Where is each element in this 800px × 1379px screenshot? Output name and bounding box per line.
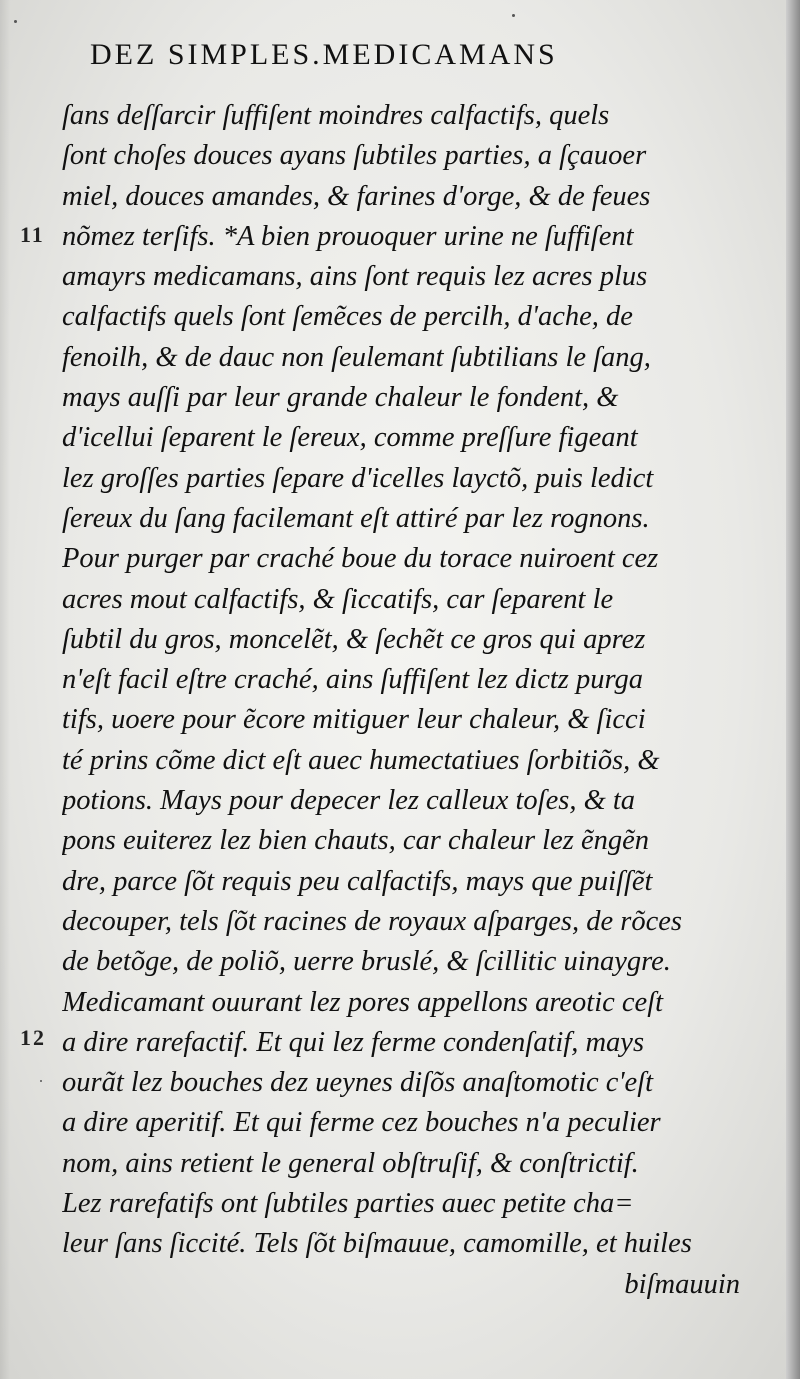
text-line: nõmez terſifs. *A bien prouoquer urine ne ſuffiſent: [62, 220, 634, 252]
text-line: Lez rarefatifs ont ſubtiles parties auec petite cha=: [62, 1188, 634, 1220]
margin-note-12: 12: [20, 1025, 46, 1050]
text-line: ſereux du ſang facilemant eſt attiré par lez rognons.: [62, 502, 650, 534]
body-text: [62, 96, 770, 1305]
text-line: ſans deſſarcir ſuffiſent moindres calfactifs, quels: [62, 100, 610, 131]
text-line: a dire aperitif. Et qui ferme cez bouches n'a peculier: [62, 1107, 661, 1139]
text-line: a dire rarefactif. Et qui lez ferme condenſatif, mays: [62, 1026, 645, 1058]
catchword: biſmauuin: [624, 1268, 740, 1300]
margin-note-11: 11: [20, 222, 45, 247]
text-line: leur ſans ſiccité. Tels ſõt biſmauue, camomille, et huiles: [62, 1228, 692, 1260]
text-line: ſubtil du gros, moncelẽt, & ſechẽt ce gros qui aprez: [62, 623, 646, 655]
text-line: ſont choſes douces ayans ſubtiles parties, a ſçauoer: [62, 140, 647, 172]
page-gutter-shadow: [0, 0, 10, 1379]
ink-speck: [512, 14, 515, 17]
text-line: d'icellui ſeparent le ſereux, comme preſſure figeant: [62, 422, 638, 454]
page-edge-shadow: [786, 0, 800, 1379]
text-line: mays auſſi par leur grande chaleur le fondent, &: [62, 382, 619, 414]
text-line: de betõge, de poliõ, uerre bruslé, & ſcillitic uinaygre.: [62, 946, 671, 978]
running-head: DEZ SIMPLES.MEDICAMANS: [90, 38, 558, 71]
text-line: potions. Mays pour depecer lez calleux toſes, & ta: [62, 785, 636, 817]
text-line: dre, parce ſõt requis peu calfactifs, mays que puiſſẽt: [62, 865, 653, 897]
text-line: ourãt lez bouches dez ueynes diſõs anaſtomotic c'eſt: [62, 1067, 654, 1099]
text-line: calfactifs quels ſont ſemẽces de percilh, d'ache, de: [62, 301, 633, 333]
text-line: amayrs medicamans, ains ſont requis lez acres plus: [62, 261, 648, 293]
text-line: miel, douces amandes, & farines d'orge, & de feues: [62, 180, 651, 212]
text-line: tifs, uoere pour ẽcore mitiguer leur chaleur, & ſicci: [62, 704, 646, 736]
text-line: n'eſt facil eſtre craché, ains ſuffiſent lez dictz purga: [62, 664, 644, 696]
text-line: decouper, tels ſõt racines de royaux aſparges, de rõces: [62, 905, 683, 937]
text-line: acres mout calfactifs, & ſiccatifs, car ſeparent le: [62, 583, 614, 615]
text-line: Pour purger par craché boue du torace nuiroent cez: [62, 543, 659, 575]
text-line: fenoilh, & de dauc non ſeulemant ſubtilians le ſang,: [62, 341, 651, 373]
text-line: lez groſſes parties ſepare d'icelles layctõ, puis ledict: [62, 462, 654, 494]
ink-speck: [40, 1080, 42, 1082]
text-line: Medicamant ouurant lez pores appellons areotic ceſt: [62, 986, 664, 1018]
text-line: nom, ains retient le general obſtruſif, & conſtrictif.: [62, 1147, 639, 1179]
text-line: pons euiterez lez bien chauts, car chaleur lez ẽngẽn: [62, 825, 650, 857]
text-line: té prins cõme dict eſt auec humectatiues ſorbitiõs, &: [62, 744, 660, 776]
ink-speck: [14, 20, 17, 23]
